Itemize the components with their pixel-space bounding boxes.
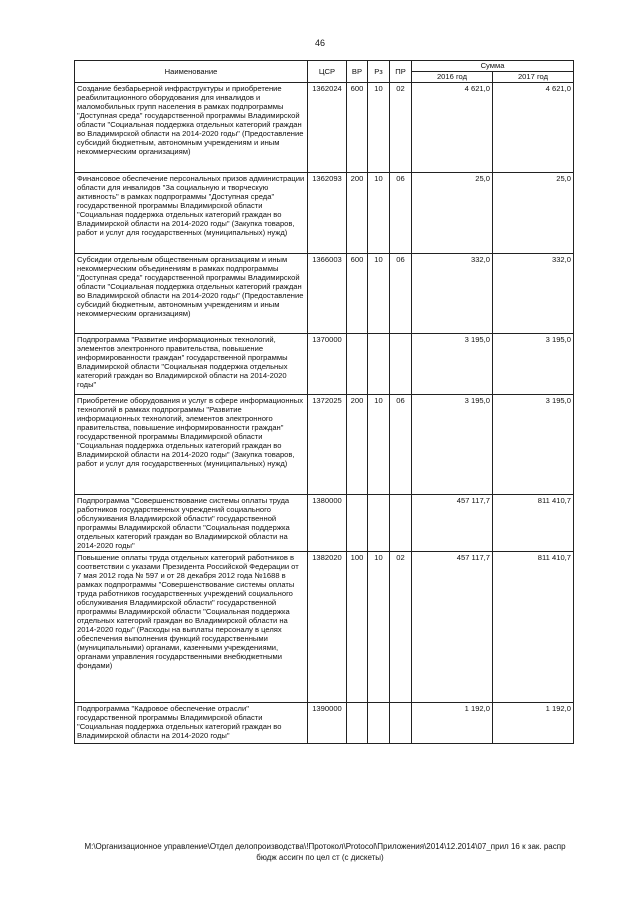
row-sum-2016: 457 117,7	[412, 495, 493, 552]
row-vr: 600	[347, 254, 368, 334]
row-csr: 1362024	[308, 83, 347, 173]
header-vr: ВР	[347, 61, 368, 83]
table-row	[75, 703, 574, 744]
row-csr: 1366003	[308, 254, 347, 334]
header-csr: ЦСР	[308, 61, 347, 83]
row-name: Подпрограмма "Развитие информационных технологий, элементов электронного правительства, повышение информированности граждан" государственной программы Владимирской области "Социальная поддержка отдельных категорий граждан во Владимирской области на 2014-2020 годы"	[75, 334, 308, 395]
row-csr: 1382020	[308, 552, 347, 703]
header-row	[75, 61, 574, 72]
row-sum-2016: 3 195,0	[412, 334, 493, 395]
row-vr	[347, 495, 368, 552]
header-rz: Рз	[368, 61, 390, 83]
row-sum-2017: 1 192,0	[493, 703, 574, 744]
row-rz	[368, 334, 390, 395]
row-rz: 10	[368, 83, 390, 173]
row-csr: 1390000	[308, 703, 347, 744]
header-name: Наименование	[75, 61, 308, 83]
row-vr: 200	[347, 173, 368, 254]
row-csr: 1372025	[308, 395, 347, 495]
row-pr: 02	[390, 552, 412, 703]
row-sum-2017: 332,0	[493, 254, 574, 334]
row-sum-2016: 332,0	[412, 254, 493, 334]
row-rz: 10	[368, 395, 390, 495]
row-csr: 1362093	[308, 173, 347, 254]
row-name: Создание безбарьерной инфраструктуры и приобретение реабилитационного оборудования для инвалидов и маломобильных групп населения в рамках подпрограммы "Доступная среда" государственной программы Владимирской области "Социальная поддержка отдельных категорий граждан во Владимирской области на 2014-2020 годы" (Предоставление субсидий бюджетным, автономным учреждениям и иным некоммерческим организациям)	[75, 83, 308, 173]
row-sum-2016: 3 195,0	[412, 395, 493, 495]
row-name: Подпрограмма "Совершенствование системы оплаты труда работников государственных учреждений социального обслуживания Владимирской области" государственной программы Владимирской области "Социальная поддержка отдельных категорий граждан во Владимирской области на 2014-2020 годы"	[75, 495, 308, 552]
row-vr	[347, 703, 368, 744]
header-sum: Сумма	[412, 61, 574, 72]
table-row	[75, 552, 574, 703]
row-sum-2017: 811 410,7	[493, 552, 574, 703]
row-csr: 1380000	[308, 495, 347, 552]
header-pr: ПР	[390, 61, 412, 83]
row-sum-2017: 25,0	[493, 173, 574, 254]
row-pr	[390, 495, 412, 552]
budget-table	[74, 60, 574, 744]
row-rz	[368, 703, 390, 744]
header-year-2016: 2016 год	[412, 72, 493, 83]
row-sum-2016: 25,0	[412, 173, 493, 254]
row-pr: 06	[390, 395, 412, 495]
row-sum-2016: 457 117,7	[412, 552, 493, 703]
row-rz: 10	[368, 173, 390, 254]
header-year-2017: 2017 год	[493, 72, 574, 83]
row-sum-2016: 1 192,0	[412, 703, 493, 744]
row-sum-2017: 3 195,0	[493, 334, 574, 395]
row-rz: 10	[368, 254, 390, 334]
row-pr	[390, 334, 412, 395]
row-sum-2016: 4 621,0	[412, 83, 493, 173]
row-name: Повышение оплаты труда отдельных категорий работников в соответствии с указами Президента Российской Федерации от 7 мая 2012 года № 597 и от 28 декабря 2012 года №1688 в рамках подпрограммы "Совершенствование системы оплаты труда работников государственных учреждений социального обслуживания Владимирской области" государственной программы Владимирской области "Социальная поддержка отдельных категорий граждан во Владимирской области на 2014-2020 годы" (Расходы на выплаты персоналу в целях обеспечения выполнения функций государственными (муниципальными) органами, казенными учреждениями, органами управления государственными внебюджетными фондами)	[75, 552, 308, 703]
row-csr: 1370000	[308, 334, 347, 395]
row-sum-2017: 4 621,0	[493, 83, 574, 173]
row-vr: 200	[347, 395, 368, 495]
table-row	[75, 495, 574, 552]
table-row	[75, 395, 574, 495]
row-name: Приобретение оборудования и услуг в сфере информационных технологий в рамках подпрограммы "Развитие информационных технологий, элементов электронного правительства, повышение информированности граждан" государственной программы Владимирской области "Социальная поддержка отдельных категорий граждан во Владимирской области на 2014-2020 годы" (Закупка товаров, работ и услуг для государственных (муниципальных) нужд)	[75, 395, 308, 495]
row-name: Финансовое обеспечение персональных призов администрации области для инвалидов "За социальную и творческую активность" в рамках подпрограммы "Доступная среда" государственной программы Владимирской области "Социальная поддержка отдельных категорий граждан во Владимирской области на 2014-2020 годы" (Закупка товаров, работ и услуг для государственных (муниципальных) нужд)	[75, 173, 308, 254]
row-name: Подпрограмма "Кадровое обеспечение отрасли" государственной программы Владимирской области "Социальная поддержка отдельных категорий граждан во Владимирской области на 2014-2020 годы"	[75, 703, 308, 744]
row-vr	[347, 334, 368, 395]
page-number: 46	[314, 38, 325, 48]
row-rz	[368, 495, 390, 552]
table-row	[75, 83, 574, 173]
row-pr: 06	[390, 254, 412, 334]
table-row	[75, 173, 574, 254]
row-vr: 100	[347, 552, 368, 703]
row-vr: 600	[347, 83, 368, 173]
row-pr: 06	[390, 173, 412, 254]
table-row	[75, 334, 574, 395]
document-footer	[0, 841, 640, 863]
row-sum-2017: 3 195,0	[493, 395, 574, 495]
table-row	[75, 254, 574, 334]
row-rz: 10	[368, 552, 390, 703]
row-pr	[390, 703, 412, 744]
file-subtitle: бюдж ассигн по цел ст (с дискеты)	[256, 853, 384, 862]
file-path: M:\Организационное управление\Отдел делопроизводства\!Протокол\Protocol\Приложения\2014\12.2014\07_прил 16 к зак. распр	[84, 842, 566, 851]
row-pr: 02	[390, 83, 412, 173]
row-sum-2017: 811 410,7	[493, 495, 574, 552]
row-name: Субсидии отдельным общественным организациям и иным некоммерческим объединениям в рамках подпрограммы "Доступная среда" государственной программы Владимирской области "Социальная поддержка отдельных категорий граждан во Владимирской области на 2014-2020 годы" (Предоставление субсидий бюджетным, автономным учреждениям и иным некоммерческим организациям)	[75, 254, 308, 334]
